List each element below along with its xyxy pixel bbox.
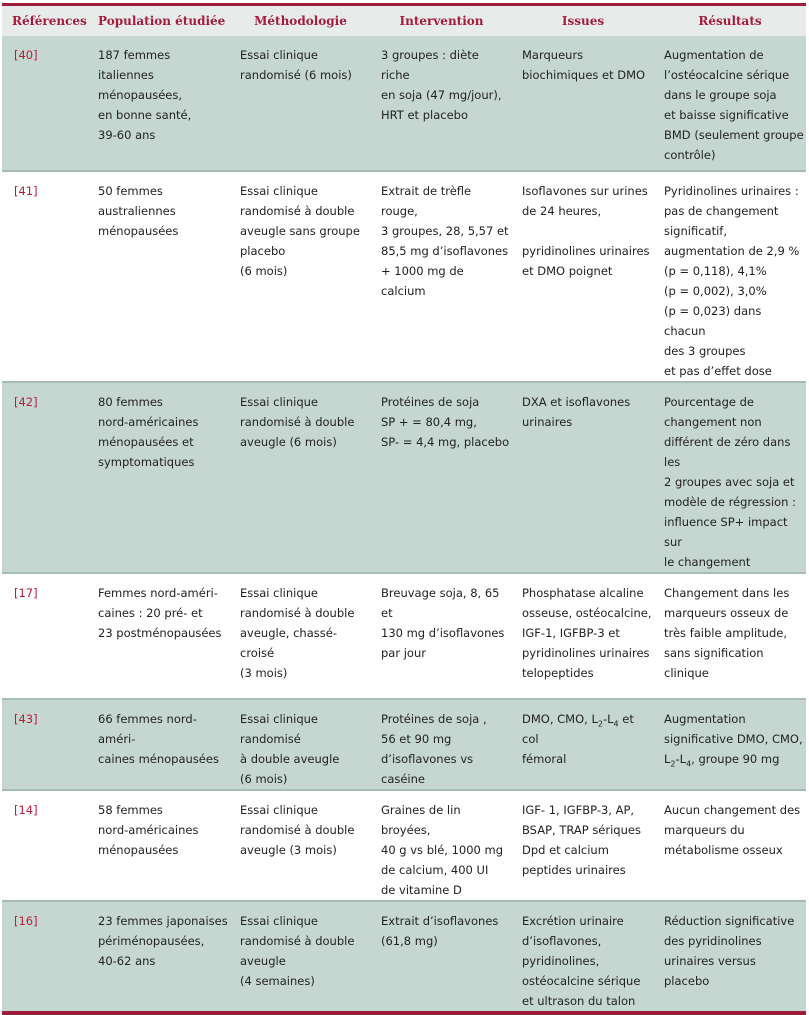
methodologie-cell: Essai clinique randomisé à double aveugle (6 mois) (230, 382, 371, 573)
intervention-cell: Graines de lin broyées, 40 g vs blé, 1000 mg de calcium, 400 UI de vitamine D (371, 790, 512, 901)
header-references: Références (2, 6, 88, 36)
table-row (2, 790, 806, 901)
population-cell: 50 femmes australiennes ménopausées (88, 171, 230, 382)
header-population: Population étudiée (88, 6, 230, 36)
reference-cell: [42] (2, 382, 88, 573)
table-header-row (2, 6, 806, 36)
resultats-cell: Réduction significative des pyridinolines urinaires versus placebo (654, 901, 806, 1011)
issues-cell: IGF- 1, IGFBP-3, AP, BSAP, TRAP sériques Dpd et calcium peptides urinaires (512, 790, 654, 901)
resultats-cell: Aucun changement des marqueurs du métabolisme osseux (654, 790, 806, 901)
population-cell: 23 femmes japonaises périménopausées, 40-62 ans (88, 901, 230, 1011)
intervention-cell: 3 groupes : diète riche en soja (47 mg/jour), HRT et placebo (371, 36, 512, 171)
intervention-cell: Protéines de soja SP + = 80,4 mg, SP- = 4,4 mg, placebo (371, 382, 512, 573)
subscript-2: 2 (670, 759, 676, 769)
methodologie-cell: Essai clinique randomisé à double aveugle, chassé-croisé (3 mois) (230, 573, 371, 699)
table-row (2, 901, 806, 1011)
header-resultats: Résultats (654, 6, 806, 36)
table-bottom-rule (2, 1011, 806, 1015)
methodologie-cell: Essai clinique randomisé (6 mois) (230, 36, 371, 171)
study-table-wrapper (2, 3, 806, 1015)
study-table (2, 6, 806, 1011)
population-cell: 80 femmes nord-américaines ménopausées et symptomatiques (88, 382, 230, 573)
reference-cell: [43] (2, 699, 88, 790)
reference-cell: [41] (2, 171, 88, 382)
table-row (2, 699, 806, 790)
reference-cell: [14] (2, 790, 88, 901)
header-methodologie: Méthodologie (230, 6, 371, 36)
issues-cell: Marqueurs biochimiques et DMO (512, 36, 654, 171)
population-cell: Femmes nord-améri- caines : 20 pré- et 23 postménopausées (88, 573, 230, 699)
subscript-4: 4 (613, 719, 619, 729)
intervention-cell: Protéines de soja , 56 et 90 mg d’isoflavones vs caséine (371, 699, 512, 790)
methodologie-cell: Essai clinique randomisé à double aveugle (3 mois) (230, 790, 371, 901)
methodologie-cell: Essai clinique randomisé à double aveugle (4 semaines) (230, 901, 371, 1011)
issues-cell: Isoflavones sur urines de 24 heures, pyridinolines urinaires et DMO poignet (512, 171, 654, 382)
table-row (2, 36, 806, 171)
subscript-4: 4 (686, 759, 692, 769)
resultats-cell: Changement dans les marqueurs osseux de très faible amplitude, sans signification clinique (654, 573, 806, 699)
header-intervention: Intervention (371, 6, 512, 36)
intervention-cell: Extrait d’isoflavones (61,8 mg) (371, 901, 512, 1011)
reference-cell: [17] (2, 573, 88, 699)
issues-cell: DXA et isoflavones urinaires (512, 382, 654, 573)
table-row (2, 573, 806, 699)
issues-cell: Phosphatase alcaline osseuse, ostéocalcine, IGF-1, IGFBP-3 et pyridinolines urinaires telopeptides (512, 573, 654, 699)
table-row (2, 171, 806, 382)
resultats-cell: Augmentation de l’ostéocalcine sérique dans le groupe soja et baisse significative BMD (seulement groupe contrôle) (654, 36, 806, 171)
issues-cell: DMO, CMO, $L_2-L_4$ et col fémoral (512, 699, 654, 790)
resultats-cell: Pyridinolines urinaires : pas de changement significatif, augmentation de 2,9 % (p = 0,118), 4,1% (p = 0,002), 3,0% (p = 0,023) dans chacun des 3 groupes et pas d’effet dose (654, 171, 806, 382)
population-cell: 187 femmes italiennes ménopausées, en bonne santé, 39-60 ans (88, 36, 230, 171)
issues-cell: Excrétion urinaire d’isoflavones, pyridinolines, ostéocalcine sérique et ultrason du talon (512, 901, 654, 1011)
header-issues: Issues (512, 6, 654, 36)
reference-cell: [16] (2, 901, 88, 1011)
population-cell: 66 femmes nord-améri- caines ménopausées (88, 699, 230, 790)
resultats-cell: Augmentation significative DMO, CMO, $L_2-L_4$, groupe 90 mg (654, 699, 806, 790)
population-cell: 58 femmes nord-américaines ménopausées (88, 790, 230, 901)
methodologie-cell: Essai clinique randomisé à double aveugle (6 mois) (230, 699, 371, 790)
intervention-cell: Extrait de trèfle rouge, 3 groupes, 28, 5,57 et 85,5 mg d’isoflavones + 1000 mg de calcium (371, 171, 512, 382)
methodologie-cell: Essai clinique randomisé à double aveugle sans groupe placebo (6 mois) (230, 171, 371, 382)
resultats-cell: Pourcentage de changement non différent de zéro dans les 2 groupes avec soja et modèle de régression : influence SP+ impact sur le changement (654, 382, 806, 573)
intervention-cell: Breuvage soja, 8, 65 et 130 mg d’isoflavones par jour (371, 573, 512, 699)
subscript-2: 2 (597, 719, 603, 729)
reference-cell: [40] (2, 36, 88, 171)
table-row (2, 382, 806, 573)
